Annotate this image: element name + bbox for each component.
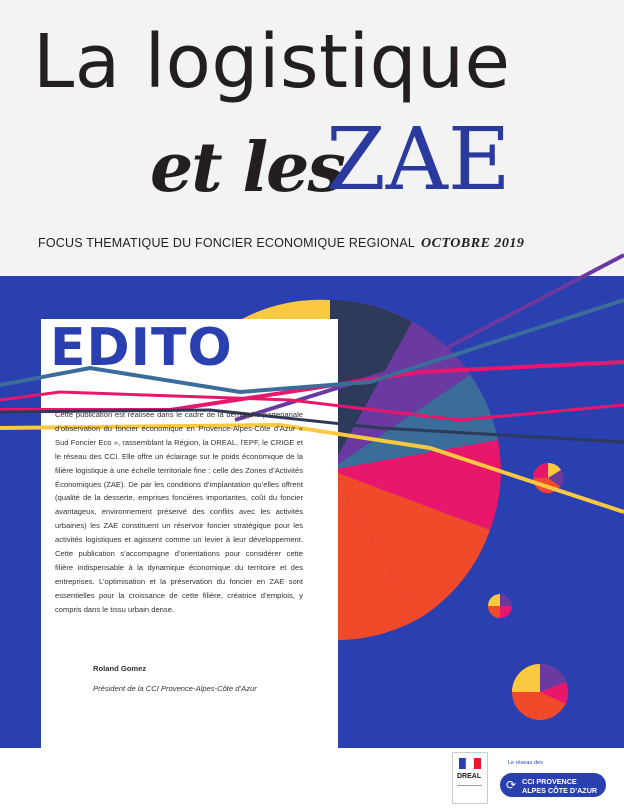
dreal-divider [457,785,482,798]
cci-label-line-2: ALPES CÔTE D’AZUR [522,786,598,795]
edito-heading: EDITO [50,318,233,378]
cci-label-line-1: CCI PROVENCE [522,777,577,786]
network-label: Le réseau des [508,760,543,766]
dreal-logo [452,752,488,804]
purple-line [235,255,624,420]
dreal-label: DREAL [457,773,482,780]
french-flag-icon [459,758,481,769]
edito-body: Cette publication est réalisée dans le cadre de la démarche partenariale d’observation du foncier économique en Provence-Alpes-Côte d’Azur « Sud Foncier Eco », rassemblant la Région, la DREAL, l’EPF, le CRIGE et le réseau des CCI. Elle offre un éclairage sur le poids économique de la filière logistique à une échelle territoriale fine : celle des Zones d’Activités Économiques (ZAE). De par les conditions d’implantation qu’elles offrent (qualité de la desserte, emprises foncières importantes, coût du foncier avantageux, environnement préservé des conflits avec les activités urbaines) les ZAE constituent un réservoir foncier stratégique pour les activités logistiques et agissent comme un levier à leur développement. Cette publication s’accompagne d’orientations pour considérer cette filière indispensable à la dynamique économique du territoire et des entreprises. L’optimisation et la préservation du foncier en ZAE sont essentielles pour la croissance de cette filière, créatrice d’emplois, y compris dans le tissu urbain dense. [55,410,303,614]
subtitle [38,236,524,252]
title-accent: ZAE [326,110,511,210]
author-role: Président de la CCI Provence-Alpes-Côte d’Azur [93,684,257,693]
author-name: Roland Gomez [93,664,147,673]
title-line-1: La logistique [33,19,511,105]
title-line-2: et les [150,128,344,208]
subtitle-text: FOCUS THEMATIQUE DU FONCIER ECONOMIQUE REGIONAL [38,236,416,250]
edition-date: OCTOBRE 2019 [421,236,525,251]
cci-logo [500,773,606,797]
cci-swirl-icon: ⟳ [506,778,517,792]
